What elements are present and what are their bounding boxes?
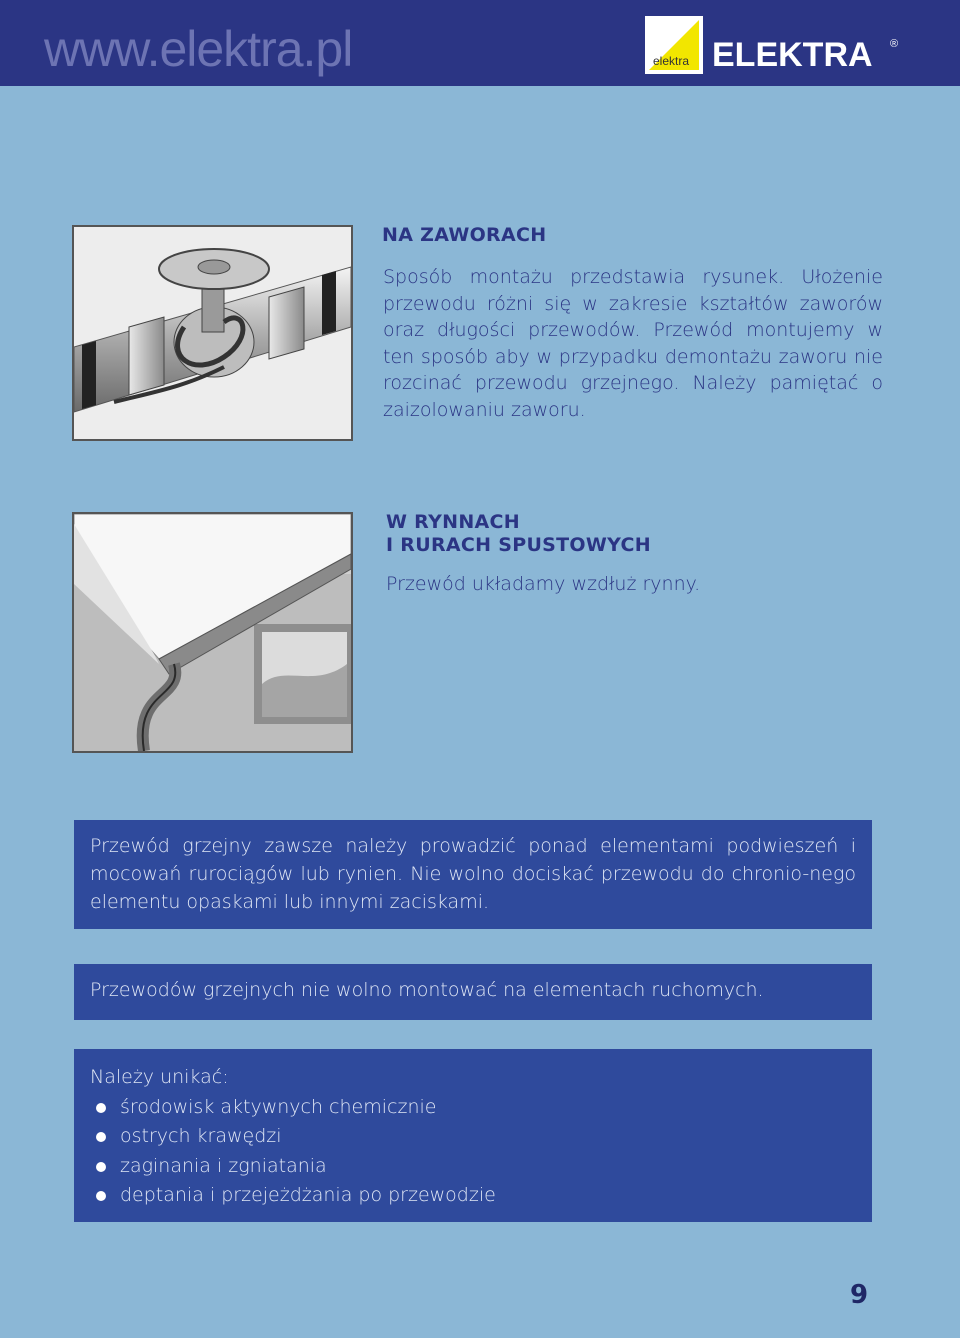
brand-name: ELEKTRA xyxy=(712,36,873,74)
info-box-moving-parts xyxy=(74,964,872,1020)
valve-drawing xyxy=(74,227,351,439)
avoid-intro: Należy unikać: xyxy=(90,1066,229,1088)
list-item: zaginania i zgniatania xyxy=(90,1152,856,1182)
page-header xyxy=(0,0,960,86)
text-gutter: Przewód układamy wzdłuż rynny. xyxy=(386,573,701,595)
avoid-list xyxy=(90,1093,856,1211)
list-item: ostrych krawędzi xyxy=(90,1122,856,1152)
text-valves: Sposób montażu przedstawia rysunek. Ułożenie przewodu różni się w zakresie kształtów zaworów oraz długości przewodów. Przewód montujemy w ten sposób aby w przypadku demontażu zaworu nie rozcinać przewodu grzejnego. Należy pamiętać o zaizolowaniu zaworu. xyxy=(383,266,883,421)
gutter-illustration xyxy=(72,512,353,753)
heading-gutter-line2: I RURACH SPUSTOWYCH xyxy=(386,534,651,556)
list-item: deptania i przejeżdżania po przewodzie xyxy=(90,1181,856,1211)
info-box-avoid xyxy=(74,1049,872,1222)
list-item: środowisk aktywnych chemicznie xyxy=(90,1093,856,1123)
logo-small-text: elektra xyxy=(653,54,690,68)
gutter-drawing xyxy=(74,514,351,751)
info-box-moving-parts-text: Przewodów grzejnych nie wolno montować na elementach ruchomych. xyxy=(90,979,764,1001)
info-box-routing-text: Przewód grzejny zawsze należy prowadzić ponad elementami podwieszeń i mocowań rurociągów lub rynien. Nie wolno dociskać przewodu do chronio-nego elementu opaskami lub innymi zaciskami. xyxy=(90,835,856,913)
site-url: www.elektra.pl xyxy=(44,21,353,77)
page-number: 9 xyxy=(850,1280,869,1310)
registered-mark: ® xyxy=(890,38,899,50)
elektra-logo xyxy=(645,16,703,74)
heading-valves: NA ZAWORACH xyxy=(382,224,547,246)
info-box-routing xyxy=(74,820,872,929)
heading-gutter-line1: W RYNNACH xyxy=(386,511,520,533)
logo-mark xyxy=(649,20,699,70)
heading-gutter xyxy=(386,511,651,557)
valve-illustration xyxy=(72,225,353,441)
